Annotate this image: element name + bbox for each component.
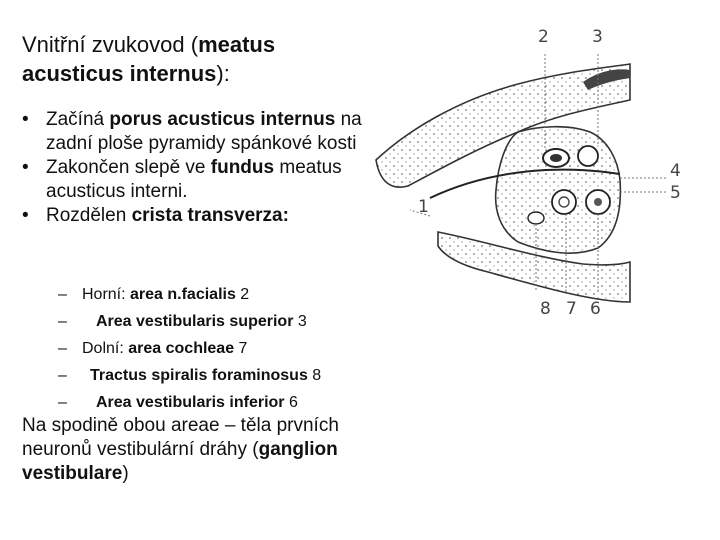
bullet-dot: • [22, 109, 29, 130]
bullet-item [22, 156, 372, 204]
sub-text [82, 335, 247, 362]
area-cochleae [552, 190, 576, 214]
title-bold: meatus acusticus internus [22, 32, 276, 86]
sub-list [58, 281, 388, 416]
tractus-spiralis [528, 212, 544, 224]
bullet-text: Zakončen slepě ve [46, 157, 211, 178]
bullet-text: Začíná [46, 109, 110, 130]
sub-item [58, 308, 388, 335]
sub-number: 7 [234, 340, 248, 357]
sub-item [58, 281, 388, 308]
sub-text [90, 362, 321, 389]
sub-bold: area n.facialis [130, 286, 236, 303]
sub-text [82, 281, 249, 308]
bullet-item [22, 108, 372, 156]
sub-dash: – [58, 367, 67, 384]
bullet-bold: crista transverza: [131, 205, 289, 226]
bullet-text: na zadní ploše pyramidy spánkové kosti [46, 109, 362, 154]
bullet-item [22, 204, 372, 228]
sub-number: 6 [284, 394, 298, 411]
label-7: 7 [566, 299, 577, 319]
sub-dash: – [58, 340, 67, 357]
bullet-dot: • [22, 157, 29, 178]
title-end: ): [216, 61, 230, 86]
label-2: 2 [538, 27, 549, 47]
sub-dash: – [58, 286, 67, 303]
footer-end: ) [122, 463, 129, 484]
sub-number: 2 [235, 286, 250, 303]
sub-item [58, 362, 388, 389]
facial-nerve [550, 154, 562, 162]
footer-bold: ganglion vestibulare [22, 439, 338, 484]
sub-prefix: Horní: [82, 286, 131, 303]
sub-bold: Tractus spiralis foraminosus [90, 367, 308, 384]
footer-paragraph [22, 414, 382, 486]
label-8: 8 [540, 299, 551, 319]
sub-bold: Area vestibularis inferior [96, 394, 285, 411]
anatomy-diagram [368, 20, 698, 320]
footer-text: Na spodině obou areae – těla prvních neuronů vestibulární dráhy ( [22, 415, 339, 460]
sub-text [96, 389, 298, 416]
bullet-bold: fundus [210, 157, 275, 178]
bullet-dot: • [22, 205, 29, 226]
label-3: 3 [592, 27, 603, 47]
sub-number: 3 [293, 313, 307, 330]
sub-number: 8 [307, 367, 322, 384]
bullet-text: Rozdělen [46, 205, 132, 226]
sub-bold: Area vestibularis superior [96, 313, 294, 330]
sub-dash: – [58, 394, 67, 411]
bullet-text: meatus acusticus interni. [46, 157, 342, 202]
sub-dash: – [58, 313, 67, 330]
sub-item [58, 389, 388, 416]
label-1: 1 [418, 197, 429, 217]
title-text: Vnitřní zvukovod ( [22, 32, 199, 57]
sub-item [58, 335, 388, 362]
sub-prefix: Dolní: [82, 340, 129, 357]
label-6: 6 [590, 299, 601, 319]
bullet-list [22, 108, 372, 228]
bullet-bold: porus acusticus internus [109, 109, 336, 130]
area-vestibularis-superior [578, 146, 598, 166]
label-4: 4 [670, 161, 681, 181]
slide-title [22, 30, 382, 88]
sub-bold: area cochleae [128, 340, 235, 357]
label-5: 5 [670, 183, 681, 203]
sub-text [96, 308, 307, 335]
vestibular-inferior-core [594, 198, 602, 206]
